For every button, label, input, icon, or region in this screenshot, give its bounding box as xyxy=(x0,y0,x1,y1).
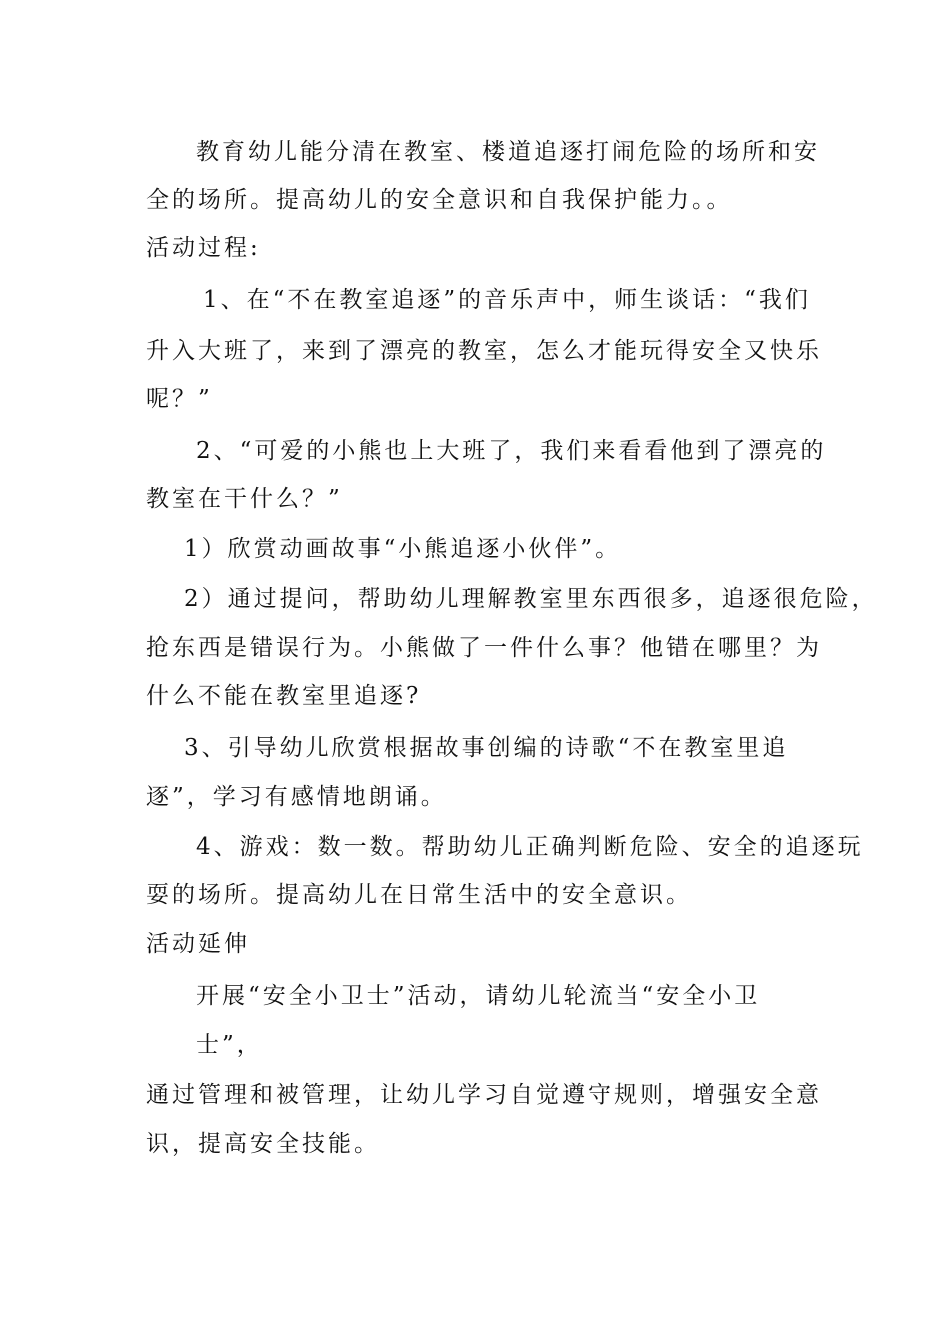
paragraph-line: 什么不能在教室里追逐? xyxy=(146,683,422,709)
paragraph-line: 耍的场所。提高幼儿在日常生活中的安全意识。 xyxy=(146,882,692,908)
paragraph-line: 士”， xyxy=(196,1032,263,1058)
list-item-line: 1）欣赏动画故事“小熊追逐小伙伴”。 xyxy=(184,536,622,562)
paragraph-line: 教育幼儿能分清在教室、楼道追逐打闹危险的场所和安 xyxy=(196,139,820,165)
paragraph-line: 呢？” xyxy=(146,386,213,412)
paragraph-line: 全的场所。提高幼儿的安全意识和自我保护能力。。 xyxy=(146,187,733,213)
paragraph-line: 升入大班了，来到了漂亮的教室，怎么才能玩得安全又快乐 xyxy=(146,338,822,364)
paragraph-line: 通过管理和被管理，让幼儿学习自觉遵守规则，增强安全意 xyxy=(146,1082,822,1108)
paragraph-line: 开展“安全小卫士”活动，请幼儿轮流当“安全小卫 xyxy=(196,983,761,1009)
paragraph-line: 3、引导幼儿欣赏根据故事创编的诗歌“不在教室里追 xyxy=(184,735,789,761)
paragraph-line: 抢东西是错误行为。小熊做了一件什么事？他错在哪里？为 xyxy=(146,635,822,661)
list-item-line: 2）通过提问，帮助幼儿理解教室里东西很多，追逐很危险， xyxy=(184,586,878,612)
paragraph-line: 1、在“不在教室追逐”的音乐声中，师生谈话：“我们 xyxy=(203,287,811,313)
paragraph-line: 2、“可爱的小熊也上大班了，我们来看看他到了漂亮的 xyxy=(196,438,827,464)
paragraph-line: 4、游戏：数一数。帮助幼儿正确判断危险、安全的追逐玩 xyxy=(196,834,864,860)
paragraph-line: 逐”，学习有感情地朗诵。 xyxy=(146,784,447,810)
section-heading: 活动延伸 xyxy=(146,931,250,957)
paragraph-line: 识，提高安全技能。 xyxy=(146,1131,380,1157)
section-heading: 活动过程: xyxy=(146,235,261,261)
paragraph-line: 教室在干什么？” xyxy=(146,486,343,512)
